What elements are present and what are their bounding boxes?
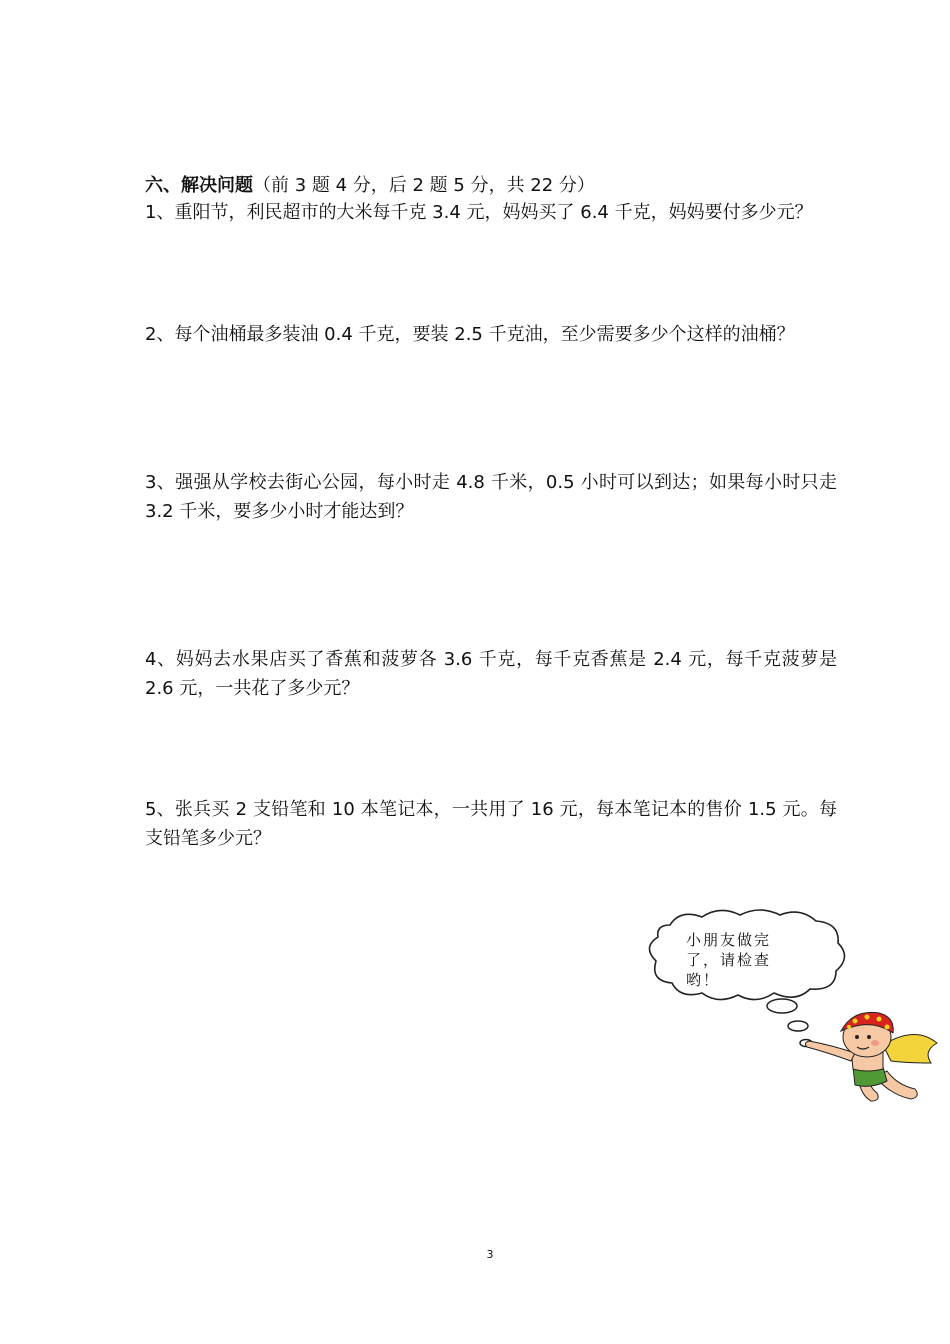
eye-right [867,1035,871,1039]
bandana-dot [865,1015,870,1020]
eye-left [855,1035,859,1039]
bandana-dot [885,1025,890,1030]
cartoon-kid-illustration [795,1005,945,1105]
thought-bubble-text: 小朋友做完了，请检查哟！ [686,931,772,989]
page-number: 3 [486,1248,494,1261]
question-3: 3、强强从学校去街心公园，每小时走 4.8 千米，0.5 小时可以到达；如果每小时只走 3.2 千米，要多少小时才能达到？ [145,472,837,522]
question-4: 4、妈妈去水果店买了香蕉和菠萝各 3.6 千克，每千克香蕉是 2.4 元，每千克菠萝是 2.6 元，一共花了多少元？ [145,649,837,699]
thought-bubble-dot-large [767,999,797,1013]
section-title [145,172,595,200]
bandana-dot [877,1017,882,1022]
question-5: 5、张兵买 2 支铅笔和 10 本笔记本，一共用了 16 元，每本笔记本的售价 1.5 元。每支铅笔多少元？ [145,799,837,849]
question-1: 1、重阳节，利民超市的大米每千克 3.4 元，妈妈买了 6.4 千克，妈妈要付多少元？ [145,202,813,223]
bandana-dot [853,1019,858,1024]
question-2: 2、每个油桶最多装油 0.4 千克，要装 2.5 千克油，至少需要多少个这样的油桶？ [145,324,795,345]
cheek [871,1040,879,1046]
section-title-score-note: （前 3 题 4 分，后 2 题 5 分，共 22 分） [253,175,595,196]
section-title-heading: 六、解决问题 [145,175,253,196]
bandana-dot [847,1025,851,1029]
